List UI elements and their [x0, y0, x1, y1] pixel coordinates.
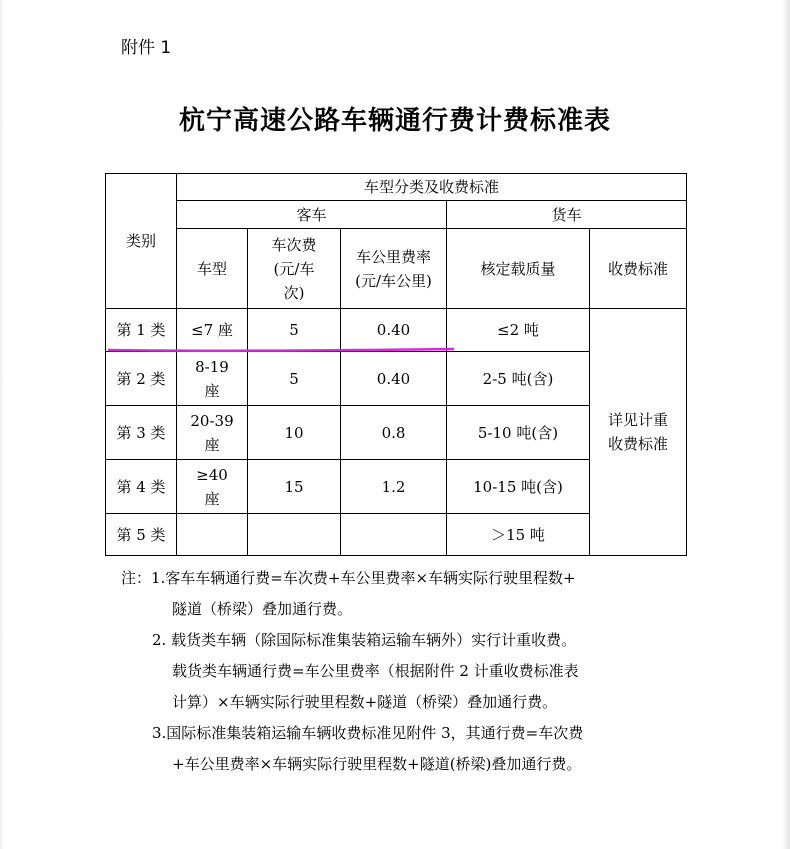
group-header: 车型分类及收费标准 [177, 174, 687, 201]
freight-standard-cell [590, 309, 687, 556]
col-trip-fee-line: 次) [283, 283, 305, 302]
row-km-rate: 0.8 [341, 406, 447, 460]
row-trip-fee: 15 [248, 460, 341, 514]
row-vehicle-type-line: 座 [204, 435, 220, 454]
row-load: ＞15 吨 [447, 514, 590, 556]
row-trip-fee: 5 [248, 309, 341, 352]
freight-header: 货车 [447, 201, 687, 229]
passenger-header: 客车 [177, 201, 447, 229]
row-category: 第 4 类 [106, 460, 177, 514]
row-load: ≤2 吨 [447, 309, 590, 352]
col-km-rate-line: (元/车公里) [355, 271, 432, 290]
row-vehicle-type [177, 460, 248, 514]
attachment-label: 附件 1 [121, 38, 172, 58]
col-trip-fee-line: (元/车 [273, 259, 315, 278]
col-trip-fee [248, 229, 341, 309]
col-trip-fee-line: 车次费 [271, 235, 317, 254]
row-category: 第 5 类 [106, 514, 177, 556]
row-vehicle-type-line: 座 [204, 381, 220, 400]
row-category: 第 3 类 [106, 406, 177, 460]
note-line: 隧道（桥梁）叠加通行费。 [172, 600, 353, 618]
table-row [106, 309, 687, 352]
document-title: 杭宁高速公路车辆通行费计费标准表 [178, 106, 611, 136]
row-trip-fee [248, 514, 341, 556]
row-km-rate [341, 514, 447, 556]
row-km-rate: 0.40 [341, 352, 447, 406]
row-vehicle-type [177, 406, 248, 460]
row-km-rate: 1.2 [341, 460, 447, 514]
col-load: 核定载质量 [447, 229, 590, 309]
row-category: 第 1 类 [106, 309, 177, 352]
row-category: 第 2 类 [106, 352, 177, 406]
row-trip-fee: 10 [248, 406, 341, 460]
row-vehicle-type [177, 514, 248, 556]
col-km-rate [341, 229, 447, 309]
row-vehicle-type-line: 座 [204, 489, 220, 508]
col-km-rate-line: 车公里费率 [355, 247, 431, 266]
row-vehicle-type [177, 352, 248, 406]
col-standard: 收费标准 [590, 229, 687, 309]
row-vehicle-type-line: ≥40 [196, 465, 228, 484]
row-km-rate: 0.40 [341, 309, 447, 352]
row-vehicle-type-line: 20-39 [190, 411, 234, 430]
note-line: 2. 载货类车辆（除国际标准集装箱运输车辆外）实行计重收费。 [152, 631, 577, 649]
freight-standard-line: 详见计重 [607, 411, 668, 429]
row-load: 5-10 吨(含) [447, 406, 590, 460]
row-load: 2-5 吨(含) [447, 352, 590, 406]
pen-underline-annotation [108, 347, 454, 352]
row-vehicle-type: ≤7 座 [177, 309, 248, 352]
row-vehicle-type-line: 8-19 [195, 357, 229, 376]
col-vehicle-type: 车型 [177, 229, 248, 309]
category-header: 类别 [106, 174, 177, 309]
note-line: 注：1.客车车辆通行费=车次费+车公里费率×车辆实际行驶里程数+ [121, 569, 576, 587]
note-line: 载货类车辆通行费=车公里费率（根据附件 2 计重收费标准表 [172, 662, 579, 680]
freight-standard-line: 收费标准 [607, 435, 668, 453]
note-line: 计算）×车辆实际行驶里程数+隧道（桥梁）叠加通行费。 [172, 693, 558, 711]
fee-standard-table [105, 173, 687, 556]
row-load: 10-15 吨(含) [447, 460, 590, 514]
note-line: 3.国际标准集装箱运输车辆收费标准见附件 3，其通行费=车次费 [152, 724, 584, 742]
row-trip-fee: 5 [248, 352, 341, 406]
note-line: +车公里费率×车辆实际行驶里程数+隧道(桥梁)叠加通行费。 [172, 755, 582, 773]
